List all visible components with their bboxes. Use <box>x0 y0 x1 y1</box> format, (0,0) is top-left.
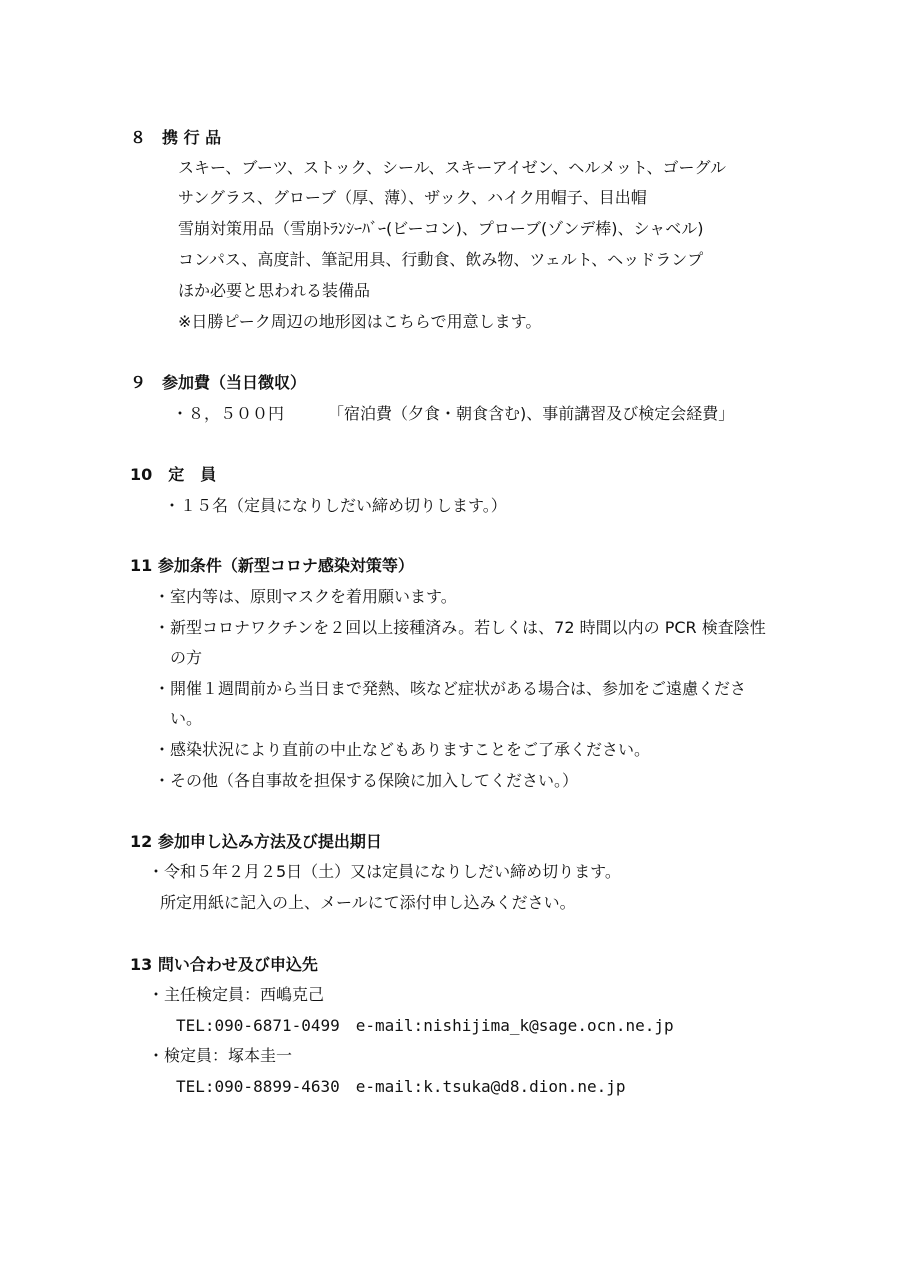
section-9-heading: ９ 参加費（当日徴収） <box>130 373 307 392</box>
section-8-line-2: サングラス、グローブ（厚、薄）、ザック、ハイク用帽子、目出帽 <box>178 188 647 207</box>
section-8-line-5: ほか必要と思われる装備品 <box>178 281 371 300</box>
condition-line-2-cont: の方 <box>170 648 203 667</box>
section-11-heading: 11 参加条件（新型コロナ感染対策等） <box>130 556 414 575</box>
contact-1-role: ・主任検定員：西嶋克己 <box>148 985 325 1004</box>
contact-2-details: TEL:090-8899-4630 e-mail:k.tsuka@d8.dion.ne.jp <box>176 1077 626 1096</box>
deadline-line: ・令和５年２月２5日（土）又は定員になりしだい締め切ります。 <box>148 862 621 881</box>
section-13-heading: 13 問い合わせ及び申込先 <box>130 955 318 974</box>
condition-line-1: ・室内等は、原則マスクを着用願います。 <box>154 587 457 606</box>
condition-line-5: ・その他（各自事故を担保する保険に加入してください。） <box>154 771 579 790</box>
section-8-line-4: コンパス、高度計、筆記用具、行動食、飲み物、ツェルト、ヘッドランプ <box>178 250 704 269</box>
capacity-line: ・１５名（定員になりしだい締め切りします。） <box>164 496 507 515</box>
section-8-line-3: 雪崩対策用品（雪崩ﾄﾗﾝｼｰﾊﾞｰ(ビーコン)、プローブ(ゾンデ棒)、シャベル) <box>178 219 704 238</box>
section-8-heading: ８ 携 行 品 <box>130 128 222 147</box>
section-8-line-1: スキー、ブーツ、ストック、シール、スキーアイゼン、ヘルメット、ゴーグル <box>178 158 727 177</box>
section-8-line-6: ※日勝ピーク周辺の地形図はこちらで用意します。 <box>178 312 542 331</box>
fee-description: 「宿泊費（夕食・朝食含む)、事前講習及び検定会経費」 <box>328 404 735 423</box>
contact-2-role: ・検定員：塚本圭一 <box>148 1046 293 1065</box>
contact-1-details: TEL:090-6871-0499 e-mail:nishijima_k@sage.ocn.ne.jp <box>176 1016 674 1035</box>
condition-line-2: ・新型コロナワクチンを２回以上接種済み。若しくは、72 時間以内の PCR 検査陰性 <box>154 618 766 637</box>
section-10-heading: 10 定 員 <box>130 465 217 484</box>
submission-line: 所定用紙に記入の上、メールにて添付申し込みください。 <box>160 893 576 912</box>
condition-line-4: ・感染状況により直前の中止などもありますことをご了承ください。 <box>154 740 651 759</box>
section-12-heading: 12 参加申し込み方法及び提出期日 <box>130 832 382 851</box>
condition-line-3: ・開催１週間前から当日まで発熱、咳など症状がある場合は、参加をご遠慮くださ <box>154 679 747 698</box>
condition-line-3-cont: い。 <box>170 709 203 728</box>
fee-amount: ・８，５００円 <box>172 404 285 423</box>
